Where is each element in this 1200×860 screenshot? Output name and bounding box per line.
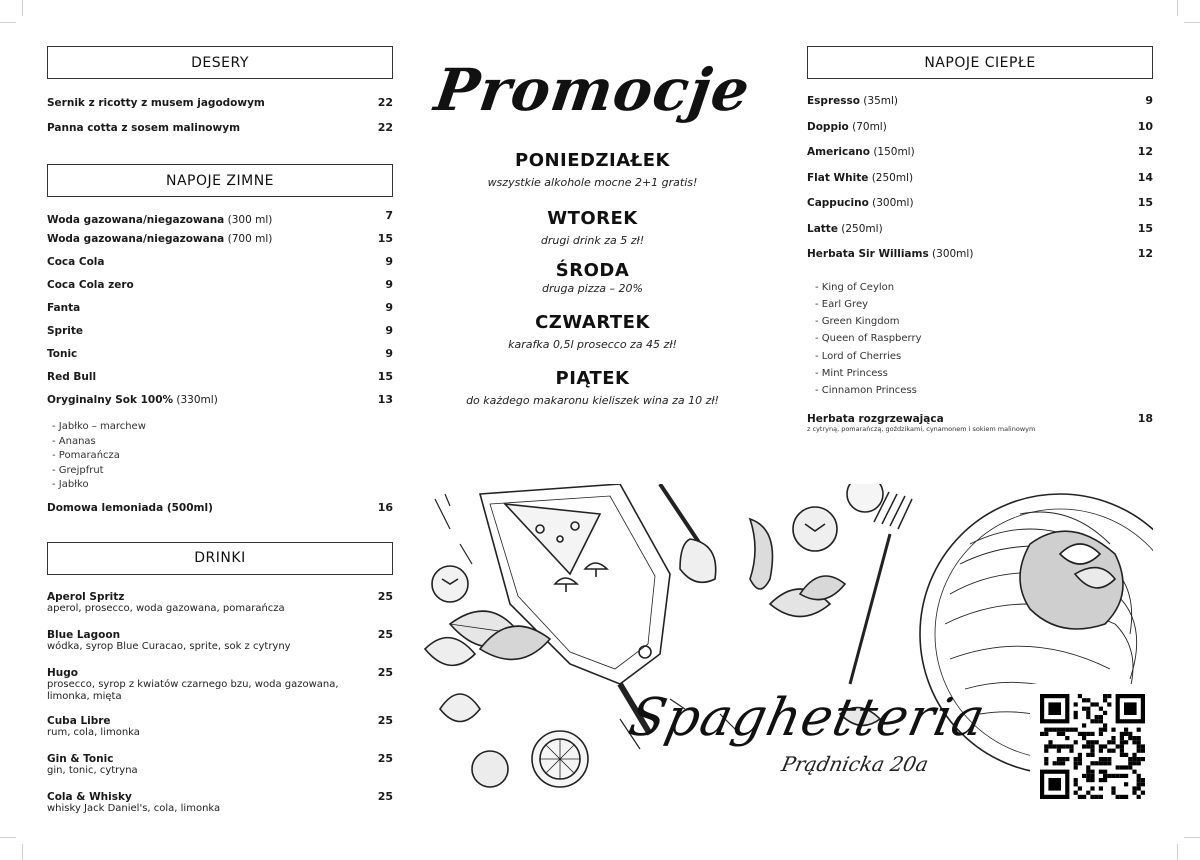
desery-list xyxy=(47,96,393,146)
item-price: 15 xyxy=(377,370,393,383)
menu-item xyxy=(807,120,1153,146)
napoje-zimne-header: NAPOJE ZIMNE xyxy=(47,164,393,197)
promo-title: Promocje xyxy=(430,56,755,124)
brand-logo: Spaghetteria xyxy=(623,688,991,748)
item-qty: (250ml) xyxy=(841,222,883,235)
napoje-cieple-header: NAPOJE CIEPŁE xyxy=(807,46,1153,79)
item-price: 9 xyxy=(385,324,393,337)
item-name: Panna cotta z sosem malinowym xyxy=(47,122,241,134)
item-name: Cola & Whisky xyxy=(47,790,132,803)
menu-item xyxy=(807,145,1153,171)
item-price: 9 xyxy=(385,255,393,268)
item-name: Cuba Libre xyxy=(47,714,111,727)
item-name: Gin & Tonic xyxy=(47,752,114,765)
item-name: Oryginalny Sok 100% xyxy=(47,394,174,406)
menu-item xyxy=(47,347,393,370)
crop-mark xyxy=(1184,837,1200,838)
item-qty: (330ml) xyxy=(176,394,218,406)
day-desc: do każdego makaronu kieliszek wina za 10 zł! xyxy=(466,394,719,407)
menu-item xyxy=(807,247,1153,273)
item-price: 9 xyxy=(1145,94,1153,107)
item-name: Coca Cola xyxy=(47,256,105,268)
item-name: Herbata rozgrzewająca xyxy=(807,412,944,425)
item-price: 7 xyxy=(385,209,393,222)
menu-item xyxy=(47,121,393,146)
day-name: ŚRODA xyxy=(555,260,630,281)
day-desc: karafka 0,5l prosecco za 45 zł! xyxy=(508,338,677,351)
drinki-header: DRINKI xyxy=(47,542,393,575)
menu-item xyxy=(807,196,1153,222)
crop-mark xyxy=(1177,844,1178,860)
juice-list xyxy=(47,420,393,493)
item-price: 12 xyxy=(1137,145,1153,158)
menu-item xyxy=(47,393,393,416)
menu-item xyxy=(47,501,393,524)
drink-item xyxy=(47,714,393,752)
list-item: - King of Ceylon xyxy=(815,281,895,293)
list-item: - Queen of Raspberry xyxy=(815,333,922,345)
napoje-zimne-list xyxy=(47,209,393,524)
item-price: 13 xyxy=(377,393,393,406)
item-price: 14 xyxy=(1137,170,1153,184)
drink-item xyxy=(47,628,393,666)
promo-day xyxy=(410,312,775,351)
drinki-list xyxy=(47,590,393,820)
day-name: PONIEDZIAŁEK xyxy=(515,150,670,171)
list-item: - Pomarańcza xyxy=(52,450,120,461)
list-item: - Jabłko – marchew xyxy=(52,421,146,432)
item-name: Blue Lagoon xyxy=(47,628,121,641)
crop-mark xyxy=(1177,0,1178,16)
item-qty: (35ml) xyxy=(863,95,898,107)
item-name: Red Bull xyxy=(47,371,97,383)
item-price: 18 xyxy=(1137,411,1153,425)
promo-day xyxy=(410,208,775,247)
promo-day xyxy=(410,368,775,407)
item-price: 9 xyxy=(385,278,393,291)
item-qty: (700 ml) xyxy=(227,233,273,245)
crop-mark xyxy=(0,837,16,838)
item-price: 16 xyxy=(377,500,393,514)
qr-code-graphic xyxy=(1040,694,1150,800)
menu-item xyxy=(47,301,393,324)
crop-mark xyxy=(22,844,23,860)
day-name: WTOREK xyxy=(547,208,638,229)
item-name: Doppio xyxy=(807,120,849,133)
day-name: CZWARTEK xyxy=(535,312,650,333)
menu-item xyxy=(807,412,1153,433)
menu-item xyxy=(47,209,393,232)
left-column xyxy=(47,46,393,820)
item-price: 9 xyxy=(385,301,393,314)
item-name: Espresso xyxy=(807,95,860,107)
item-price: 9 xyxy=(385,347,393,360)
item-qty: (150ml) xyxy=(873,146,915,158)
item-name: Coca Cola zero xyxy=(47,279,134,291)
item-price: 12 xyxy=(1137,247,1153,260)
item-desc: gin, tonic, cytryna xyxy=(47,764,138,776)
list-item: - Ananas xyxy=(52,435,96,447)
item-price: 15 xyxy=(1137,196,1153,209)
list-item: - Green Kingdom xyxy=(815,316,900,328)
item-qty: (300ml) xyxy=(872,197,914,209)
crop-mark xyxy=(22,0,23,16)
item-price: 22 xyxy=(377,121,393,134)
item-price: 25 xyxy=(377,589,393,603)
menu-item xyxy=(47,324,393,347)
drink-item xyxy=(47,590,393,628)
menu-item xyxy=(47,278,393,301)
menu-item xyxy=(47,370,393,393)
item-qty: (250ml) xyxy=(871,171,914,184)
item-name: Cappucino xyxy=(807,197,869,209)
item-name: Aperol Spritz xyxy=(47,590,125,603)
drink-item xyxy=(47,790,393,820)
item-name: Woda gazowana/niegazowana xyxy=(47,214,225,226)
day-desc: drugi drink za 5 zł! xyxy=(540,234,645,247)
menu-item xyxy=(47,96,393,121)
item-qty: (70ml) xyxy=(852,120,887,133)
napoje-cieple-list xyxy=(807,94,1153,433)
item-name: Latte xyxy=(807,222,838,235)
promo-day xyxy=(410,150,775,189)
promo-column xyxy=(410,50,775,407)
crop-mark xyxy=(0,22,16,23)
tea-list xyxy=(807,279,1153,400)
item-desc: whisky Jack Daniel's, cola, limonka xyxy=(47,802,221,814)
item-desc: aperol, prosecco, woda gazowana, pomarańcza xyxy=(47,602,285,614)
item-qty: (300ml) xyxy=(932,248,974,260)
item-price: 15 xyxy=(377,232,393,245)
menu-item xyxy=(807,222,1153,248)
desery-header: DESERY xyxy=(47,46,393,79)
list-item: - Jabłko xyxy=(52,479,89,490)
item-name: Domowa lemoniada (500ml) xyxy=(47,501,213,514)
item-price: 25 xyxy=(377,789,393,803)
item-price: 10 xyxy=(1137,119,1153,133)
right-column xyxy=(807,46,1153,433)
item-name: Flat White xyxy=(807,171,869,184)
item-price: 15 xyxy=(1137,221,1153,235)
menu-item xyxy=(47,255,393,278)
item-price: 25 xyxy=(377,627,393,641)
list-item: - Mint Princess xyxy=(815,367,888,379)
item-price: 25 xyxy=(377,751,393,765)
item-name: Woda gazowana/niegazowana xyxy=(47,233,225,245)
item-desc: wódka, syrop Blue Curacao, sprite, sok z cytryny xyxy=(47,640,291,652)
item-name: Herbata Sir Williams xyxy=(807,248,929,260)
item-name: Hugo xyxy=(47,666,78,679)
brand-address: Prądnicka 20a xyxy=(779,752,931,776)
item-price: 25 xyxy=(377,665,393,679)
item-price: 25 xyxy=(377,713,393,727)
item-desc: z cytryną, pomarańczą, goździkami, cynamonem i sokiem malinowym xyxy=(807,424,1036,433)
menu-item xyxy=(807,94,1153,120)
qr-code[interactable] xyxy=(1030,684,1160,810)
list-item: - Grejpfrut xyxy=(52,464,104,476)
item-name: Americano xyxy=(807,146,870,158)
drink-item xyxy=(47,666,393,714)
item-name: Sprite xyxy=(47,325,83,337)
menu-item xyxy=(47,232,393,255)
drink-item xyxy=(47,752,393,790)
day-name: PIĄTEK xyxy=(555,368,630,389)
day-desc: druga pizza – 20% xyxy=(542,282,643,295)
day-desc: wszystkie alkohole mocne 2+1 gratis! xyxy=(487,176,698,189)
list-item: - Earl Grey xyxy=(815,298,869,310)
crop-mark xyxy=(1184,22,1200,23)
list-item: - Cinnamon Princess xyxy=(815,385,917,397)
item-name: Sernik z ricotty z musem jagodowym xyxy=(47,97,265,109)
item-name: Tonic xyxy=(47,348,78,360)
item-name: Fanta xyxy=(47,302,81,314)
item-price: 22 xyxy=(377,96,393,109)
item-qty: (300 ml) xyxy=(227,214,273,226)
item-desc: prosecco, syrop z kwiatów czarnego bzu, woda gazowana, limonka, mięta xyxy=(47,678,339,702)
list-item: - Lord of Cherries xyxy=(815,350,902,362)
menu-item xyxy=(807,171,1153,197)
promo-day xyxy=(410,260,775,295)
item-desc: rum, cola, limonka xyxy=(47,726,140,738)
